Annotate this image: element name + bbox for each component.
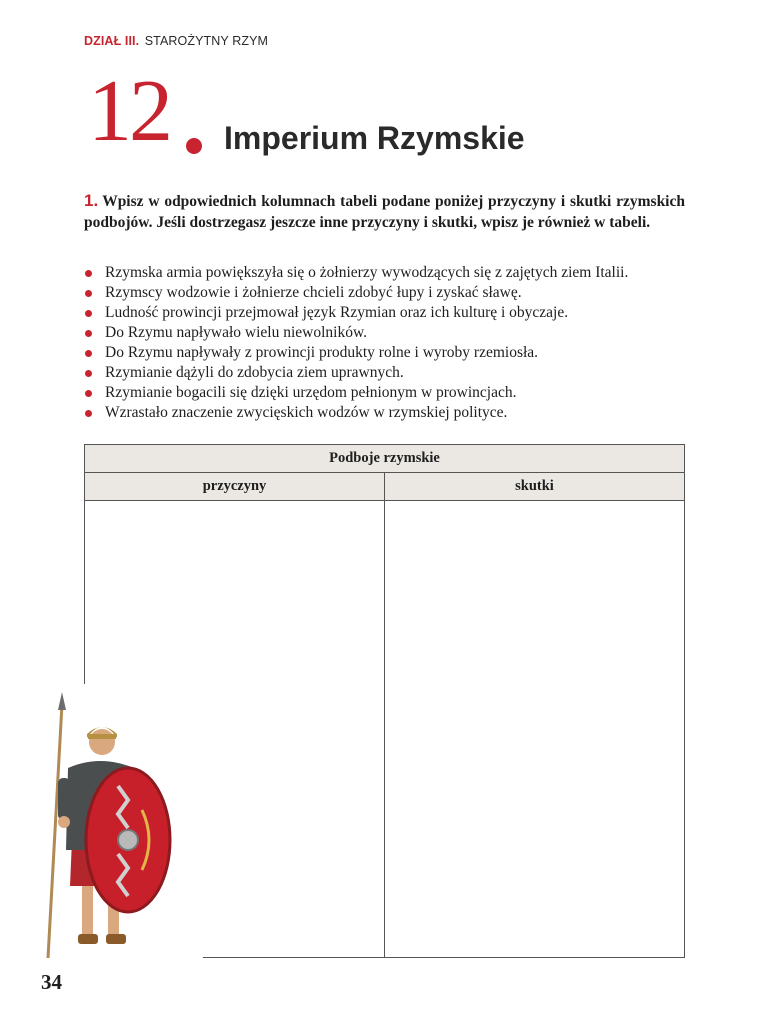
list-item: Do Rzymu napływało wielu niewolników. [84, 323, 704, 343]
bullet-icon [85, 330, 92, 337]
bullet-icon [85, 390, 92, 397]
bullet-icon [85, 350, 92, 357]
list-item: Rzymianie bogacili się dzięki urzędom pełnionym w prowincjach. [84, 383, 704, 403]
effects-cell[interactable] [385, 501, 684, 957]
chapter-dot [186, 138, 202, 154]
list-item: Wzrastało znaczenie zwycięskich wodzów w rzymskiej polityce. [84, 403, 704, 423]
page-number: 34 [41, 970, 62, 994]
bullet-list [84, 263, 704, 423]
column-header-effects: skutki [515, 478, 554, 494]
bullet-icon [85, 310, 92, 317]
chapter-number: 12 [88, 63, 170, 160]
bullet-icon [85, 270, 92, 277]
list-item: Rzymianie dążyli do zdobycia ziem uprawnych. [84, 363, 704, 383]
table-title: Podboje rzymskie [85, 445, 684, 473]
task-instruction [84, 191, 685, 233]
column-header-causes: przyczyny [85, 473, 385, 500]
bullet-icon [85, 290, 92, 297]
section-label: DZIAŁ III. [84, 34, 140, 48]
list-item: Ludność prowincji przejmował język Rzymian oraz ich kulturę i obyczaje. [84, 303, 704, 323]
list-item: Rzymscy wodzowie i żołnierze chcieli zdobyć łupy i zyskać sławę. [84, 283, 704, 303]
table-header-row [85, 473, 684, 501]
bullet-icon [85, 370, 92, 377]
chapter-title: Imperium Rzymskie [224, 120, 525, 156]
subject-label: STAROŻYTNY RZYM [144, 34, 269, 48]
bullet-icon [85, 410, 92, 417]
running-header [84, 34, 268, 48]
list-item: Do Rzymu napływały z prowincji produkty rolne i wyroby rzemiosła. [84, 343, 704, 363]
roman-legionary-icon [10, 690, 180, 962]
task-text: Wpisz w odpowiednich kolumnach tabeli podane poniżej przyczyny i skutki rzymskich podbojów. Jeśli dostrzegasz jeszcze inne przyczyny i skutki, wpisz je również w tabeli. [84, 193, 685, 231]
task-number: 1. [84, 191, 99, 210]
list-item: Rzymska armia powiększyła się o żołnierzy wywodzących się z zajętych ziem Italii. [84, 263, 704, 283]
